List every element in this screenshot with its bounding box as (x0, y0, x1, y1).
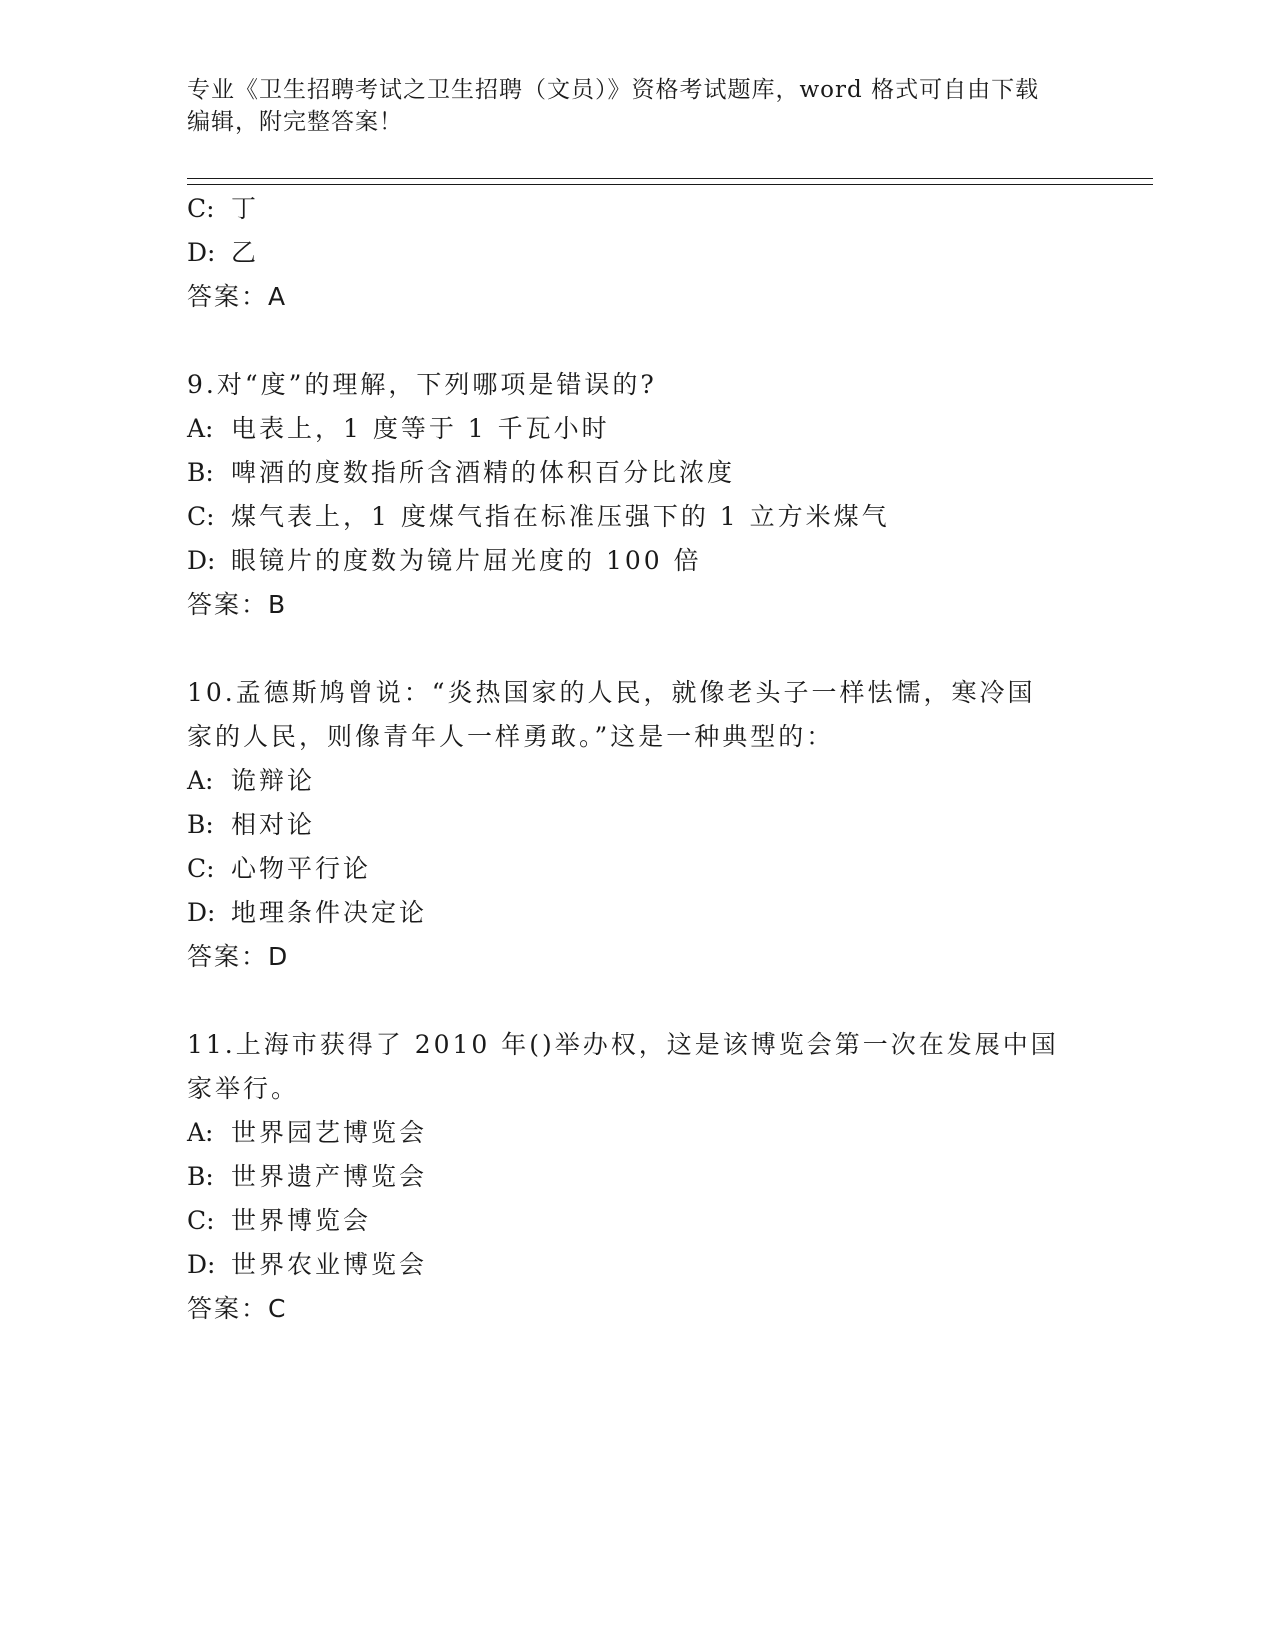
option-text: 世界博览会 (231, 1206, 372, 1235)
answer-line: 答案：B (187, 590, 288, 619)
option-line (187, 1160, 427, 1194)
option-line (187, 896, 427, 930)
question-stem-continued: 家的人民，则像青年人一样勇敢。”这是一种典型的： (187, 722, 835, 751)
option-text: 世界农业博览会 (231, 1250, 428, 1279)
option-text: 啤酒的度数指所含酒精的体积百分比浓度 (231, 458, 736, 487)
answer-line: 答案：D (187, 942, 290, 971)
option-key: D: (187, 898, 216, 927)
option-line (187, 852, 371, 886)
option-text: 相对论 (231, 810, 316, 839)
question-stem-continued: 家举行。 (187, 1074, 300, 1103)
option-line (187, 1204, 371, 1238)
option-text: 煤气表上，1 度煤气指在标准压强下的 1 立方米煤气 (231, 502, 890, 531)
header-divider (187, 178, 1153, 185)
option-line (187, 236, 259, 270)
option-line (187, 456, 735, 490)
option-line (187, 808, 315, 842)
option-text: 丁 (231, 194, 260, 223)
option-key: A: (187, 766, 214, 795)
option-key: C: (187, 194, 215, 223)
option-key: C: (187, 854, 215, 883)
option-key: C: (187, 1206, 215, 1235)
answer-line: 答案：A (187, 282, 288, 311)
option-line (187, 1116, 427, 1150)
option-text: 乙 (231, 238, 260, 267)
option-key: B: (187, 1162, 214, 1191)
option-text: 世界遗产博览会 (231, 1162, 428, 1191)
option-line (187, 500, 890, 534)
option-line (187, 544, 702, 578)
question-stem: 11.上海市获得了 2010 年()举办权，这是该博览会第一次在发展中国 (187, 1030, 1059, 1059)
header-line-2: 编辑，附完整答案！ (187, 109, 403, 135)
option-key: A: (187, 1118, 214, 1147)
option-key: D: (187, 546, 216, 575)
option-text: 诡辩论 (231, 766, 316, 795)
option-text: 世界园艺博览会 (231, 1118, 428, 1147)
option-text: 心物平行论 (231, 854, 372, 883)
option-line (187, 192, 259, 226)
option-text: 电表上，1 度等于 1 千瓦小时 (231, 414, 610, 443)
header-line-1: 专业《卫生招聘考试之卫生招聘（文员）》资格考试题库，word 格式可自由下载 (187, 77, 1040, 103)
option-text: 眼镜片的度数为镜片屈光度的 100 倍 (231, 546, 702, 575)
option-text: 地理条件决定论 (231, 898, 428, 927)
option-key: B: (187, 810, 214, 839)
option-line (187, 764, 315, 798)
option-key: D: (187, 1250, 216, 1279)
question-stem: 10.孟德斯鸠曾说：“炎热国家的人民，就像老头子一样怯懦，寒冷国 (187, 678, 1036, 707)
option-key: C: (187, 502, 215, 531)
option-key: B: (187, 458, 214, 487)
question-stem: 9.对“度”的理解，下列哪项是错误的? (187, 370, 657, 399)
option-key: A: (187, 414, 214, 443)
option-line (187, 1248, 427, 1282)
answer-line: 答案：C (187, 1294, 288, 1323)
document-header (187, 74, 1087, 138)
option-key: D: (187, 238, 216, 267)
option-line (187, 412, 610, 446)
